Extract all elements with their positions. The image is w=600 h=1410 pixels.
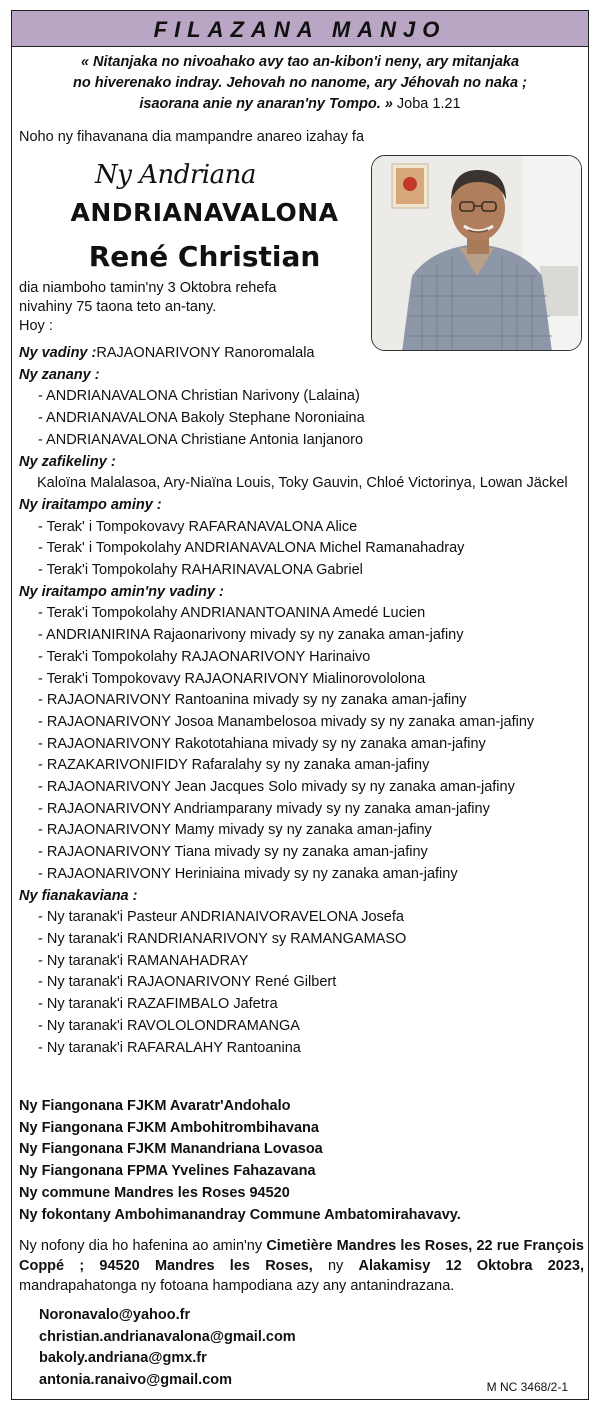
iraitampo-item: - Terak' i Tompokolahy ANDRIANAVALONA Michel Ramanahadray: [38, 540, 465, 557]
iraitampo-vadiny-item: - Terak'i Tompokolahy ANDRIANANTOANINA Amedé Lucien: [38, 605, 426, 622]
fianakaviana-item: - Ny taranak'i Pasteur ANDRIANAIVORAVELONA Josefa: [38, 909, 404, 926]
email-link[interactable]: antonia.ranaivo@gmail.com: [39, 1371, 233, 1388]
quote-line-3: isaorana anie ny anaran'ny Tompo. »: [139, 96, 393, 112]
deceased-prefix: Ny Andriana: [95, 160, 256, 190]
email-link[interactable]: Noronavalo@yahoo.fr: [39, 1307, 191, 1323]
church-item: Ny Fiangonana FJKM Ambohitrombihavana: [19, 1119, 319, 1136]
iraitampo-vadiny-item: - RAJAONARIVONY Rantoanina mivady sy ny zanaka aman-jafiny: [38, 692, 467, 709]
fianakaviana-item: - Ny taranak'i RAFARALAHY Rantoanina: [38, 1039, 301, 1056]
burial-info: [19, 1236, 584, 1296]
death-info: [19, 279, 379, 336]
iraitampo-vadiny-label: Ny iraitampo amin'ny vadiny :: [19, 583, 224, 600]
church-item: Ny commune Mandres les Roses 94520: [19, 1184, 290, 1201]
church-item: Ny fokontany Ambohimanandray Commune Ambatomirahavavy.: [19, 1206, 461, 1223]
iraitampo-vadiny-item: - RAJAONARIVONY Heriniaina mivady sy ny zanaka aman-jafiny: [38, 865, 458, 882]
iraitampo-vadiny-item: - RAJAONARIVONY Josoa Manambelosoa mivady sy ny zanaka aman-jafiny: [38, 713, 535, 730]
iraitampo-item: - Terak' i Tompokovavy RAFARANAVALONA Alice: [38, 518, 358, 535]
fianakaviana-label: Ny fianakaviana :: [19, 887, 138, 904]
iraitampo-vadiny-item: - RAZAKARIVONIFIDY Rafaralahy sy ny zanaka aman-jafiny: [38, 757, 430, 774]
deceased-given-name: René Christian: [88, 240, 321, 273]
burial-text-2: ny: [312, 1258, 359, 1274]
zanany-item: - ANDRIANAVALONA Christiane Antonia Ianjanoro: [38, 431, 364, 448]
reference-code: M NC 3468/2-1: [486, 1380, 568, 1394]
quote-reference: Joba 1.21: [392, 96, 461, 112]
notice-header: [11, 10, 589, 47]
intro-text: Noho ny fihavanana dia mampandre anareo izahay fa: [19, 129, 365, 145]
church-list: [19, 1096, 461, 1226]
vadiny-row: [19, 343, 585, 365]
iraitampo-vadiny-item: - Terak'i Tompokolahy RAJAONARIVONY Harinaivo: [38, 648, 371, 665]
burial-text-1: Ny nofony dia ho hafenina ao amin'ny: [19, 1238, 267, 1254]
iraitampo-vadiny-item: - Terak'i Tompokovavy RAJAONARIVONY Mialinorovololona: [38, 670, 426, 687]
fianakaviana-item: - Ny taranak'i RANDRIANARIVONY sy RAMANGAMASO: [38, 930, 407, 947]
iraitampo-vadiny-item: - RAJAONARIVONY Andriamparany mivady sy ny zanaka aman-jafiny: [38, 800, 490, 817]
church-item: Ny Fiangonana FPMA Yvelines Fahazavana: [19, 1163, 316, 1180]
burial-date: Alakamisy 12 Oktobra 2023,: [358, 1258, 584, 1274]
zanany-label: Ny zanany :: [19, 366, 100, 383]
iraitampo-item: - Terak'i Tompokolahy RAHARINAVALONA Gabriel: [38, 562, 363, 579]
email-link[interactable]: bakoly.andriana@gmx.fr: [39, 1350, 207, 1366]
burial-location: Cimetière Mandres les Roses, 22 rue François Coppé ; 94520 Mandres les Roses,: [19, 1238, 584, 1274]
deceased-surname: ANDRIANAVALONA: [70, 198, 339, 227]
quote-line-2: no hiverenako indray. Jehovah no nanome, ary Jéhovah no naka ;: [73, 75, 527, 91]
iraitampo-vadiny-item: - RAJAONARIVONY Jean Jacques Solo mivady sy ny zanaka aman-jafiny: [38, 779, 515, 796]
iraitampo-vadiny-item: - RAJAONARIVONY Rakototahiana mivady sy ny zanaka aman-jafiny: [38, 735, 486, 752]
zafikeliny-label: Ny zafikeliny :: [19, 453, 116, 470]
death-line-2: nivahiny 75 taona teto an-tany.: [19, 299, 217, 315]
zanany-item: - ANDRIANAVALONA Bakoly Stephane Noroniaina: [38, 410, 365, 427]
iraitampo-vadiny-item: - RAJAONARIVONY Mamy mivady sy ny zanaka aman-jafiny: [38, 822, 432, 839]
fianakaviana-item: - Ny taranak'i RAZAFIMBALO Jafetra: [38, 996, 278, 1013]
portrait-illustration: [372, 156, 582, 351]
fianakaviana-item: - Ny taranak'i RAJAONARIVONY René Gilbert: [38, 974, 337, 991]
quote-line-1: « Nitanjaka no nivoahako avy tao an-kibon'i neny, ary mitanjaka: [80, 54, 520, 70]
zafikeliny-list: Kaloïna Malalasoa, Ary-Niaïna Louis, Toky Gauvin, Chloé Victorinya, Lowan Jäckel: [37, 475, 568, 492]
church-item: Ny Fiangonana FJKM Avaratr'Andohalo: [19, 1098, 291, 1114]
fianakaviana-item: - Ny taranak'i RAVOLOLONDRAMANGA: [38, 1017, 300, 1034]
burial-text-3: mandrapahatonga ny fotoana hampodiana azy any antanindrazana.: [19, 1278, 455, 1294]
deceased-portrait: [371, 155, 582, 351]
fianakaviana-item: - Ny taranak'i RAMANAHADRAY: [38, 952, 249, 969]
iraitampo-vadiny-item: - ANDRIANIRINA Rajaonarivony mivady sy ny zanaka aman-jafiny: [38, 627, 464, 644]
email-link[interactable]: christian.andrianavalona@gmail.com: [39, 1328, 296, 1345]
vadiny-value: RAJAONARIVONY Ranoromalala: [96, 345, 315, 361]
death-line-1: dia niamboho tamin'ny 3 Oktobra rehefa: [19, 280, 277, 296]
vadiny-label: Ny vadiny :: [19, 345, 97, 361]
church-item: Ny Fiangonana FJKM Manandriana Lovasoa: [19, 1141, 323, 1158]
contact-emails: [39, 1305, 296, 1391]
iraitampo-label: Ny iraitampo aminy :: [19, 496, 162, 513]
notice-title: FILAZANA MANJO: [153, 17, 447, 42]
hoy-label: Hoy :: [19, 318, 53, 334]
zanany-item: - ANDRIANAVALONA Christian Narivony (Lalaina): [38, 388, 360, 405]
bible-quote: [20, 52, 580, 115]
family-listing: [19, 343, 585, 1059]
iraitampo-vadiny-item: - RAJAONARIVONY Tiana mivady sy ny zanaka aman-jafiny: [38, 844, 428, 861]
